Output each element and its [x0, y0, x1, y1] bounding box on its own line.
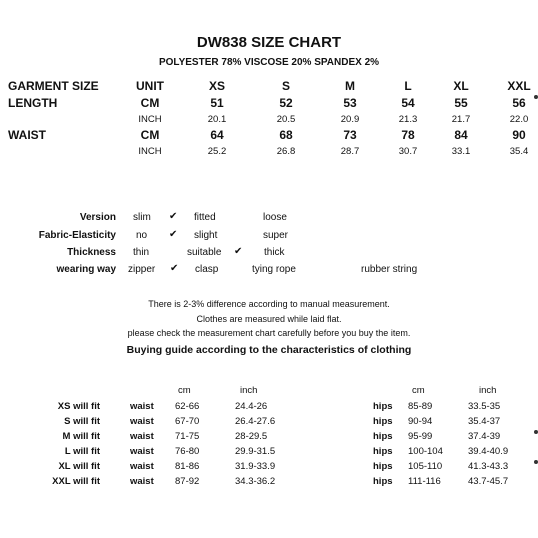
guide-waist-label: waist — [130, 446, 154, 457]
guide-fit-xs: XS will fit — [57, 401, 100, 412]
waist-cm-xs: 64 — [210, 128, 224, 142]
length-unit-cm: CM — [140, 96, 160, 110]
guide-waist-inch: 28-29.5 — [235, 431, 268, 442]
size-header-xxl: XXL — [507, 79, 531, 93]
guide-waist-label: waist — [130, 416, 154, 427]
check-icon: ✔ — [234, 246, 243, 257]
length-cm-l: 54 — [401, 96, 415, 110]
guide-hips-cm: 85-89 — [408, 401, 433, 412]
guide-cm-header: cm — [178, 385, 191, 396]
guide-waist-inch: 34.3-36.2 — [235, 476, 276, 487]
wearing-clasp: clasp — [195, 264, 219, 275]
length-cm-m: 53 — [343, 96, 357, 110]
guide-waist-cm: 87-92 — [175, 476, 200, 487]
guide-hips-inch: 33.5-35 — [468, 401, 501, 412]
thickness-suitable: suitable — [187, 247, 222, 258]
thickness-label: Thickness — [67, 247, 116, 258]
size-header-s: S — [281, 79, 290, 93]
check-icon: ✔ — [169, 211, 178, 222]
length-inch-l: 21.3 — [398, 114, 418, 125]
guide-hips-inch: 37.4-39 — [468, 431, 501, 442]
material-composition: POLYESTER 78% VISCOSE 20% SPANDEX 2% — [158, 57, 380, 68]
guide-waist-inch: 24.4-26 — [235, 401, 268, 412]
guide-waist-cm: 71-75 — [175, 431, 200, 442]
elasticity-no: no — [136, 230, 148, 241]
guide-hips-inch: 39.4-40.9 — [468, 446, 509, 457]
edge-dot — [534, 460, 538, 464]
length-inch-m: 20.9 — [340, 114, 360, 125]
guide-waist-label: waist — [130, 401, 154, 412]
note-measurement-difference: There is 2-3% difference according to manual measurement. — [148, 299, 390, 309]
length-inch-xl: 21.7 — [451, 114, 471, 125]
guide-inch-header-hips: inch — [479, 385, 497, 396]
guide-waist-inch: 26.4-27.6 — [235, 416, 276, 427]
guide-hips-label: hips — [373, 431, 393, 442]
edge-dot — [534, 95, 538, 99]
guide-hips-cm: 105-110 — [408, 461, 443, 472]
guide-hips-inch: 35.4-37 — [468, 416, 501, 427]
length-inch-s: 20.5 — [276, 114, 296, 125]
size-header-l: L — [404, 79, 412, 93]
guide-fit-l: L will fit — [64, 446, 100, 457]
waist-cm-xxl: 90 — [512, 128, 526, 142]
waist-unit-cm: CM — [140, 128, 160, 142]
length-cm-xs: 51 — [210, 96, 224, 110]
guide-hips-label: hips — [373, 446, 393, 457]
version-fitted: fitted — [194, 212, 216, 223]
waist-inch-xxl: 35.4 — [509, 146, 529, 157]
note-check-chart: please check the measurement chart carefully before you buy the item. — [127, 328, 411, 338]
waist-inch-s: 26.8 — [276, 146, 296, 157]
note-laid-flat: Clothes are measured while laid flat. — [196, 314, 342, 324]
guide-waist-label: waist — [130, 461, 154, 472]
row-label-length: LENGTH — [8, 96, 58, 110]
version-slim: slim — [133, 212, 151, 223]
guide-hips-cm: 90-94 — [408, 416, 433, 427]
guide-hips-label: hips — [373, 401, 393, 412]
waist-cm-xl: 84 — [454, 128, 468, 142]
wearing-zipper: zipper — [128, 264, 156, 275]
guide-hips-label: hips — [373, 476, 393, 487]
thickness-thick: thick — [264, 247, 285, 258]
row-label-waist: WAIST — [8, 128, 46, 142]
guide-hips-cm: 95-99 — [408, 431, 433, 442]
check-icon: ✔ — [170, 263, 179, 274]
waist-cm-m: 73 — [343, 128, 357, 142]
guide-waist-cm: 81-86 — [175, 461, 200, 472]
guide-hips-inch: 43.7-45.7 — [468, 476, 509, 487]
wearing-way-label: wearing way — [56, 264, 116, 275]
size-header-xl: XL — [453, 79, 469, 93]
size-header-m: M — [345, 79, 355, 93]
version-label: Version — [79, 212, 116, 223]
length-inch-xxl: 22.0 — [509, 114, 529, 125]
length-cm-s: 52 — [279, 96, 293, 110]
guide-waist-inch: 29.9-31.5 — [235, 446, 276, 457]
guide-cm-header-hips: cm — [412, 385, 425, 396]
waist-inch-xs: 25.2 — [207, 146, 227, 157]
guide-waist-cm: 76-80 — [175, 446, 200, 457]
guide-fit-s: S will fit — [64, 416, 100, 427]
edge-dot — [534, 430, 538, 434]
guide-waist-inch: 31.9-33.9 — [235, 461, 276, 472]
guide-hips-label: hips — [373, 416, 393, 427]
guide-hips-inch: 41.3-43.3 — [468, 461, 509, 472]
garment-size-header: GARMENT SIZE — [8, 79, 99, 93]
guide-fit-xxl: XXL will fit — [52, 476, 100, 487]
guide-fit-xl: XL will fit — [58, 461, 100, 472]
guide-waist-cm: 67-70 — [175, 416, 200, 427]
elasticity-slight: slight — [194, 230, 218, 241]
chart-title: DW838 SIZE CHART — [196, 34, 342, 51]
guide-fit-m: M will fit — [62, 431, 100, 442]
length-cm-xl: 55 — [454, 96, 468, 110]
waist-unit-inch: INCH — [138, 146, 162, 157]
guide-hips-cm: 111-116 — [408, 476, 441, 487]
guide-waist-cm: 62-66 — [175, 401, 200, 412]
thickness-thin: thin — [133, 247, 150, 258]
guide-inch-header: inch — [240, 385, 258, 396]
fabric-elasticity-label: Fabric-Elasticity — [38, 230, 116, 241]
size-header-xs: XS — [208, 79, 225, 93]
check-icon: ✔ — [169, 229, 178, 240]
length-cm-xxl: 56 — [512, 96, 526, 110]
waist-cm-l: 78 — [401, 128, 415, 142]
length-unit-inch: INCH — [138, 114, 162, 125]
buying-guide-title: Buying guide according to the characteristics of clothing — [126, 344, 412, 356]
guide-hips-label: hips — [373, 461, 393, 472]
waist-inch-xl: 33.1 — [451, 146, 471, 157]
waist-inch-m: 28.7 — [340, 146, 360, 157]
unit-header: UNIT — [136, 79, 164, 93]
version-loose: loose — [263, 212, 287, 223]
length-inch-xs: 20.1 — [207, 114, 227, 125]
wearing-tying-rope: tying rope — [252, 264, 296, 275]
waist-cm-s: 68 — [279, 128, 293, 142]
waist-inch-l: 30.7 — [398, 146, 418, 157]
wearing-rubber-string: rubber string — [361, 264, 418, 275]
guide-hips-cm: 100-104 — [408, 446, 443, 457]
guide-waist-label: waist — [130, 476, 154, 487]
elasticity-super: super — [263, 230, 289, 241]
guide-waist-label: waist — [130, 431, 154, 442]
